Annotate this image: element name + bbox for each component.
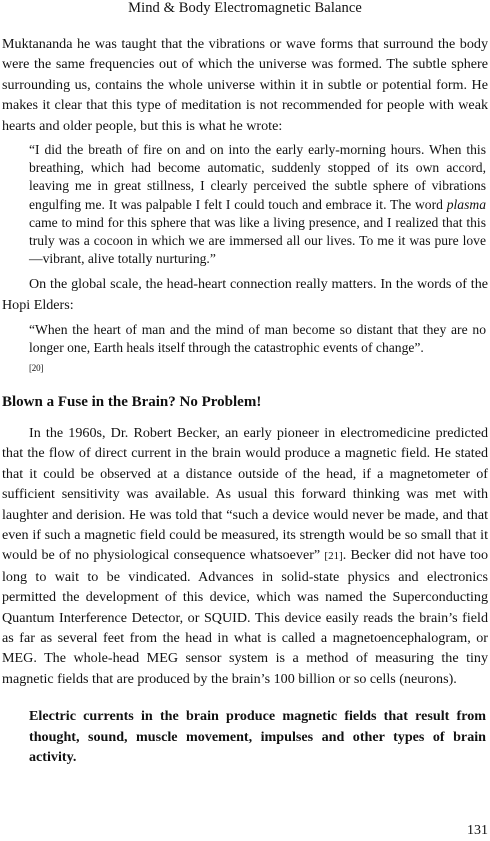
quote-text-part2: came to mind for this sphere that was like a living presence, and I realized that this truly was a cocoon in which we are immersed all our lives. To me it was pure love—vibrant, alive totally nurturing.” bbox=[29, 214, 486, 267]
citation-ref-20: [20] bbox=[29, 362, 44, 373]
intro-paragraph: Muktananda he was taught that the vibrations or wave forms that surround the body were the same frequencies out of which the universe was formed. The subtle sphere surrounding us, contains the whole universe within it in subtle or potential form. He makes it clear that this type of meditation is not recommended for people with weak hearts and older people, but this is what he wrote: bbox=[2, 36, 488, 134]
becker-text-part1: In the 1960s, Dr. Robert Becker, an early pioneer in electromedicine predicted that the flow of direct current in the brain would produce a magnetic field. He stated that it could be observed at a distance outside of the head, if a magnetometer of sufficient sensitivity was available. As usual this forward thinking was met with laughter and derision. He was told that “such a device would never be made, and that even if such a magnetic field could be measured, its strength would be so small that it would be of no physiological consequence whatsoever” bbox=[2, 424, 488, 564]
section-heading: Blown a Fuse in the Brain? No Problem! bbox=[2, 393, 262, 410]
block-quote-hopi bbox=[29, 321, 488, 377]
quote-emphasis-plasma: plasma bbox=[446, 196, 486, 212]
highlight-callout: Electric currents in the brain produce magnetic fields that result from thought, sound, muscle movement, impulses and other types of brain activity. bbox=[29, 708, 486, 765]
global-scale-paragraph: On the global scale, the head-heart connection really matters. In the words of the Hopi Elders: bbox=[2, 276, 488, 313]
hopi-quote-text: “When the heart of man and the mind of man become so distant that they are no longer one, Earth heals itself through the catastrophic events of change”. bbox=[29, 322, 486, 356]
citation-ref-21: [21] bbox=[324, 550, 343, 563]
becker-text-part2: . Becker did not have too long to wait to be vindicated. Advances in solid-state physics and electronics permitted the development of this device, which was named the Superconducting Quantum Interference Detector, or SQUID. This device easily reads the brain’s field as far as several feet from the head in what is called a magnetoencephalogram, or MEG. The whole-head MEG sensor system is a method of measuring the tiny magnetic fields that are produced by the brain’s 100 billion or so cells (neurons). bbox=[2, 547, 489, 687]
running-header: Mind & Body Electromagnetic Balance bbox=[128, 0, 362, 16]
block-quote-muktananda bbox=[29, 141, 488, 268]
quote-text-part1: “I did the breath of fire on and on into the early early-morning hours. When this breathing, which had become automatic, suddenly stopped of its own accord, leaving me in great stillness, I clearly perceived the subtle sphere of vibrations engulfing me. It was palpable I felt I could touch and embrace it. The word bbox=[29, 142, 486, 212]
page-number: 131 bbox=[467, 823, 488, 838]
becker-paragraph bbox=[2, 423, 488, 689]
